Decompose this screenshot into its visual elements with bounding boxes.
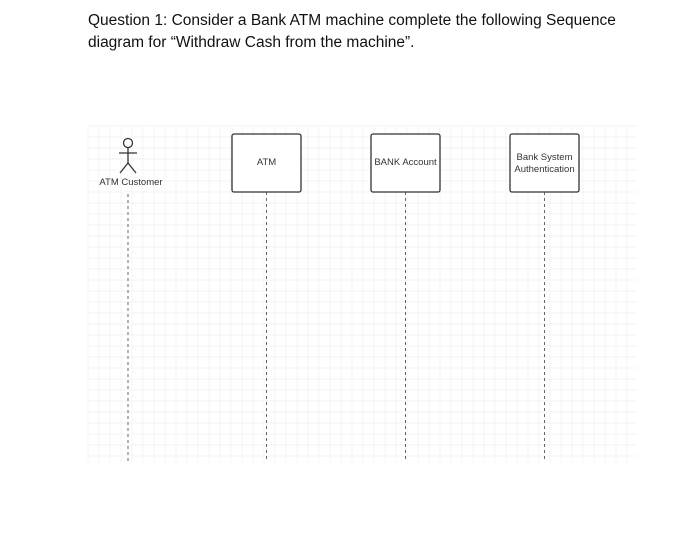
participant-label-line-1: Bank System: [516, 152, 573, 163]
participant-atm: [232, 134, 301, 462]
question-line-1: Question 1: Consider a Bank ATM machine complete the following Sequence: [88, 12, 616, 29]
participant-bank-system-authentication: [510, 134, 579, 462]
participant-bank-account: [371, 134, 440, 462]
actor-label: ATM Customer: [99, 177, 163, 188]
participant-label: ATM: [256, 157, 277, 168]
actor-atm-customer: [99, 139, 162, 463]
participant-label: BANK Account: [374, 157, 437, 168]
participant-box: [510, 134, 579, 192]
stick-figure-icon: [119, 139, 137, 174]
participant-label-line-2: Authentication: [514, 164, 575, 175]
question-line-2: diagram for “Withdraw Cash from the machine”.: [88, 34, 415, 51]
